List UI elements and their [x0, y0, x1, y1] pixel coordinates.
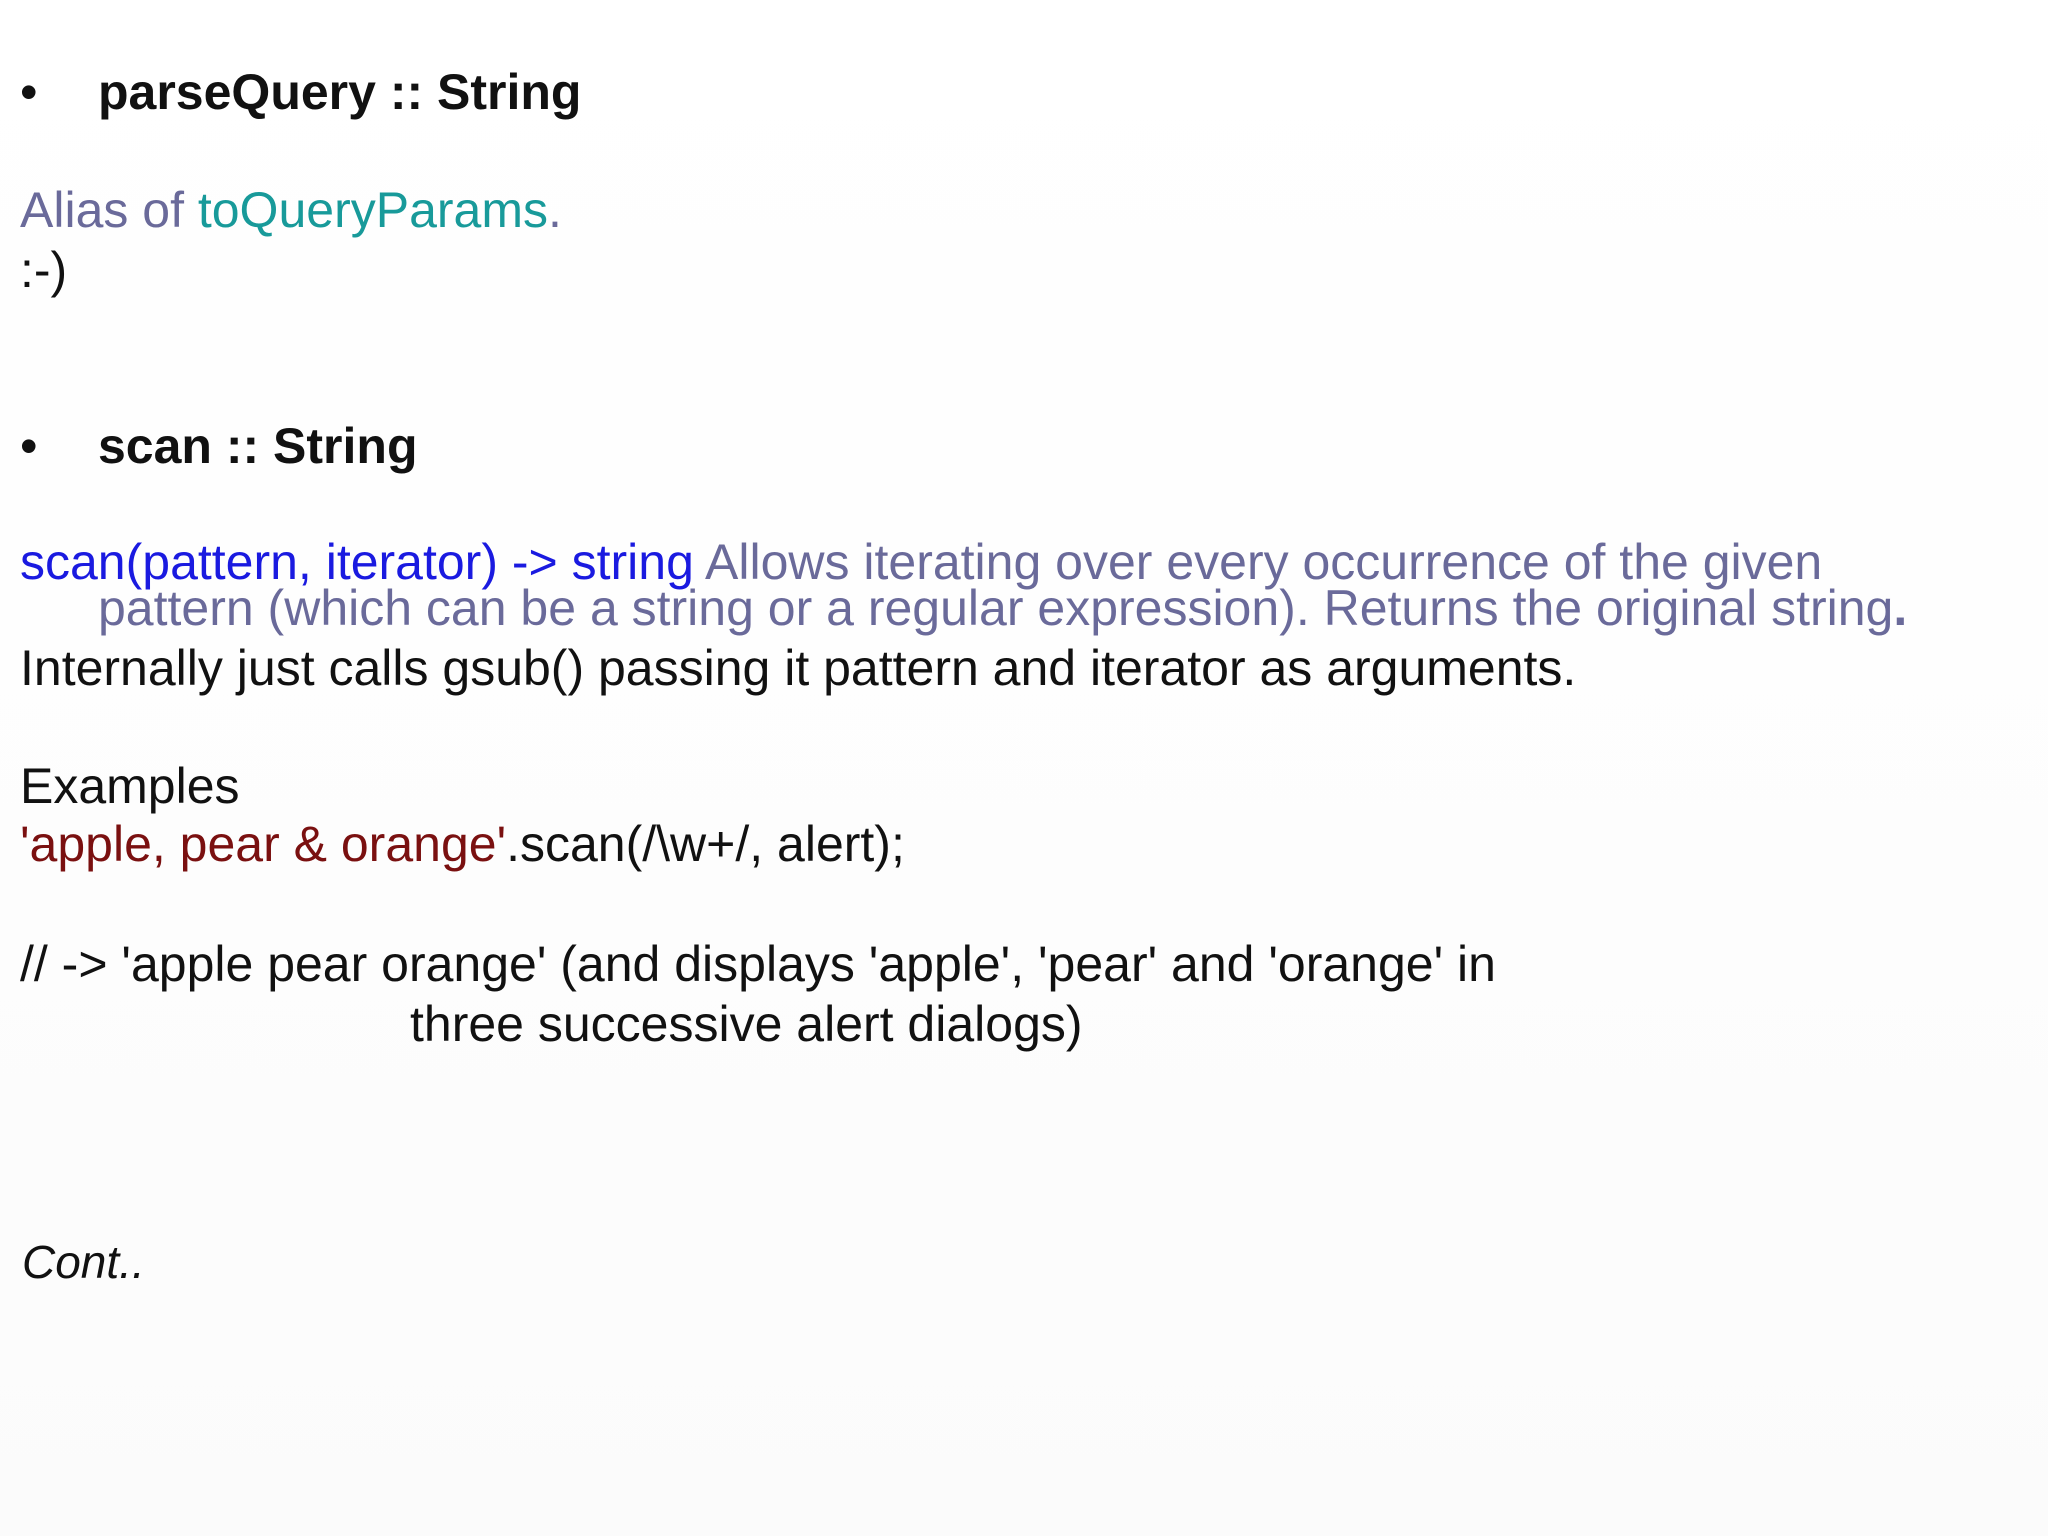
scan-description-end: . [1893, 580, 1908, 636]
alias-link[interactable]: toQueryParams [197, 182, 548, 238]
heading-text: parseQuery :: String [98, 64, 582, 120]
continuation-text: Cont.. [22, 1236, 145, 1288]
alias-suffix: . [547, 182, 562, 238]
scan-description-start: Allows iterating over every occurrence of the given [693, 534, 1823, 590]
scan-description-continued: pattern (which can be a string or a regular expression). Returns the original string [98, 580, 1894, 636]
example-string: 'apple, pear & orange' [20, 816, 507, 872]
scan-signature: scan(pattern, iterator) -> string [20, 534, 694, 590]
alias-prefix: Alias of [20, 182, 198, 238]
scan-description-line2 [98, 578, 1907, 638]
bullet-dot: • [20, 418, 38, 474]
example-call: .scan(/\w+/, alert); [506, 816, 905, 872]
example-result-line2: three successive alert dialogs) [410, 996, 1083, 1052]
examples-heading: Examples [20, 758, 240, 814]
alias-line [20, 180, 562, 240]
smiley-text: :-) [20, 242, 68, 298]
example-code [20, 814, 905, 874]
internal-note: Internally just calls gsub() passing it pattern and iterator as arguments. [20, 640, 1577, 696]
example-result-line1: // -> 'apple pear orange' (and displays 'apple', 'pear' and 'orange' in [20, 936, 1496, 992]
heading-text: scan :: String [98, 418, 418, 474]
bullet-dot: • [20, 64, 38, 120]
